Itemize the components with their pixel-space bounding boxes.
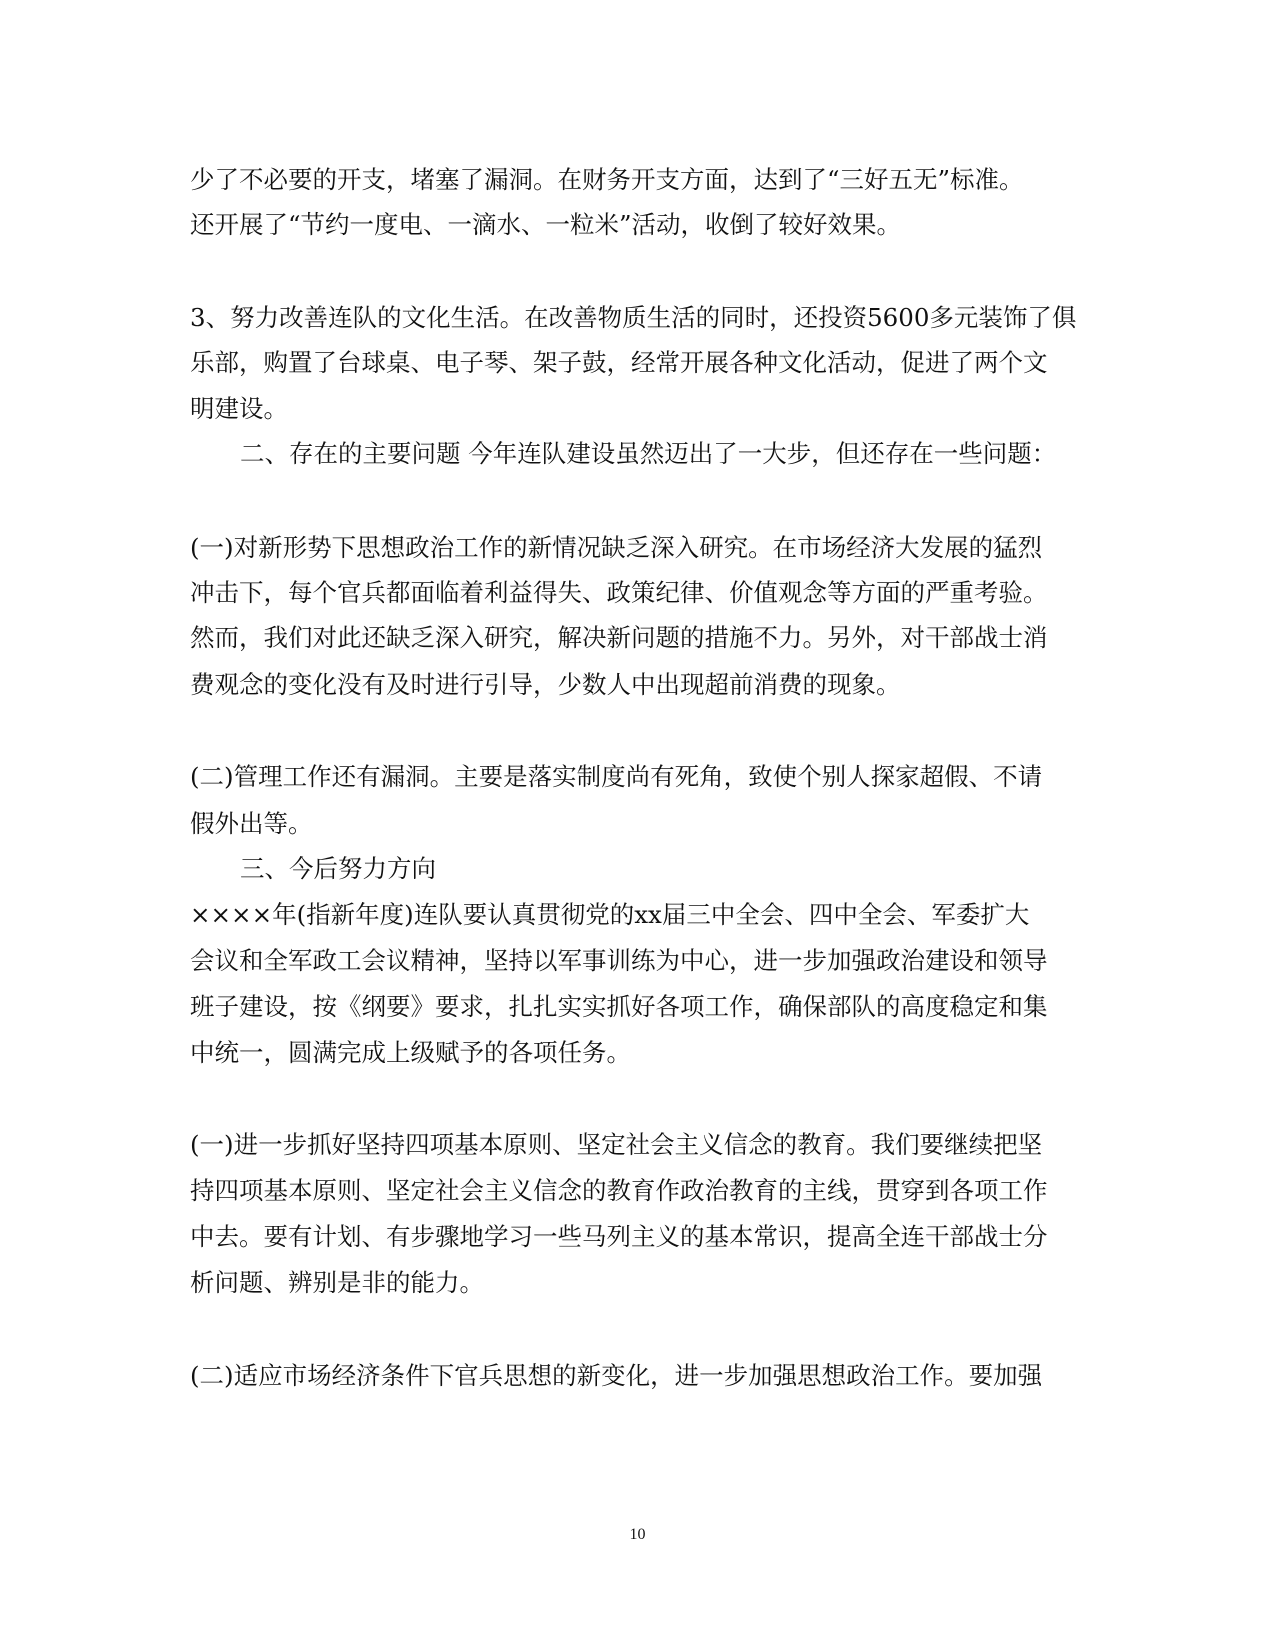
text-line: 还开展了“节约一度电、一滴水、一粒米”活动，收倒了较好效果。 xyxy=(190,210,902,239)
text-line: (一)对新形势下思想政治工作的新情况缺乏深入研究。在市场经济大发展的猛烈 xyxy=(190,533,1043,562)
text-line: 中统一，圆满完成上级赋予的各项任务。 xyxy=(190,1038,631,1067)
text-line: 费观念的变化没有及时进行引导，少数人中出现超前消费的现象。 xyxy=(190,670,901,699)
text-line: 假外出等。 xyxy=(190,809,313,838)
text-line: 冲击下，每个官兵都面临着利益得失、政策纪律、价值观念等方面的严重考验。 xyxy=(190,578,1048,607)
text-line: 班子建设，按《纲要》要求，扎扎实实抓好各项工作，确保部队的高度稳定和集 xyxy=(190,992,1048,1021)
section-heading: 三、今后努力方向 xyxy=(240,854,436,883)
page-number: 10 xyxy=(629,1526,646,1543)
text-line: 会议和全军政工会议精神，坚持以军事训练为中心，进一步加强政治建设和领导 xyxy=(190,946,1048,975)
text-line: 析问题、辨别是非的能力。 xyxy=(190,1268,484,1297)
text-line: 然而，我们对此还缺乏深入研究，解决新问题的措施不力。另外，对干部战士消 xyxy=(190,623,1048,652)
text-line: (二)适应市场经济条件下官兵思想的新变化，进一步加强思想政治工作。要加强 xyxy=(190,1361,1043,1390)
text-line: 乐部，购置了台球桌、电子琴、架子鼓，经常开展各种文化活动，促进了两个文 xyxy=(190,348,1048,377)
text-line: (一)进一步抓好坚持四项基本原则、坚定社会主义信念的教育。我们要继续把坚 xyxy=(190,1130,1043,1159)
text-line: 中去。要有计划、有步骤地学习一些马列主义的基本常识，提高全连干部战士分 xyxy=(190,1222,1048,1251)
text-line: ××××年(指新年度)连队要认真贯彻党的xx届三中全会、四中全会、军委扩大 xyxy=(190,900,1030,929)
text-line: 少了不必要的开支，堵塞了漏洞。在财务开支方面，达到了“三好五无”标准。 xyxy=(190,165,1024,194)
text-line: 明建设。 xyxy=(190,394,288,423)
text-line: (二)管理工作还有漏洞。主要是落实制度尚有死角，致使个别人探家超假、不请 xyxy=(190,762,1043,791)
section-heading: 二、存在的主要问题 今年连队建设虽然迈出了一大步，但还存在一些问题： xyxy=(240,439,1057,468)
text-line: 持四项基本原则、坚定社会主义信念的教育作政治教育的主线，贯穿到各项工作 xyxy=(190,1176,1048,1205)
text-line: 3、努力改善连队的文化生活。在改善物质生活的同时，还投资5600多元装饰了俱 xyxy=(190,303,1077,332)
